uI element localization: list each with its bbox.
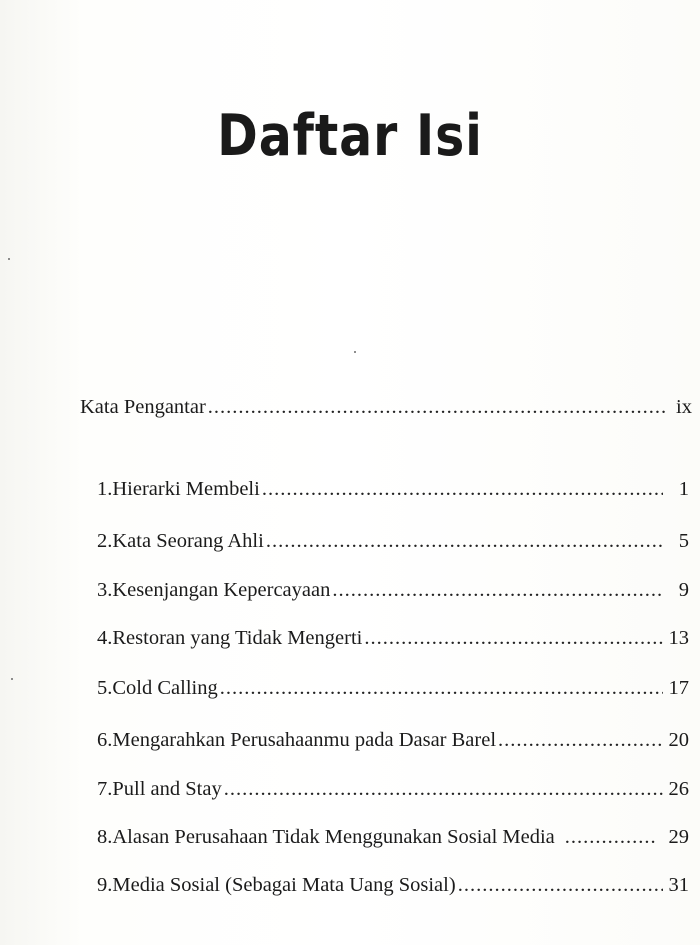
toc-entry-title: Cold Calling [112, 677, 218, 699]
toc-entry-page: 26 [668, 778, 689, 800]
toc-entry-page: 9 [678, 579, 689, 601]
toc-entry-number: 7. [97, 778, 113, 800]
toc-entry-row [97, 826, 689, 849]
toc-leader-dots [498, 729, 663, 752]
toc-entry-row [97, 729, 689, 752]
toc-entry-title: Kesenjangan Kepercayaan [112, 579, 331, 601]
toc-entry-page: 29 [668, 826, 689, 848]
toc-leader-dots [224, 778, 663, 801]
toc-entry-number: 4. [97, 627, 113, 649]
toc-entry-title: Media Sosial (Sebagai Mata Uang Sosial) [112, 874, 456, 896]
toc-entry-row [97, 778, 689, 801]
toc-entry-number: 9. [97, 874, 113, 896]
scan-speck [8, 258, 10, 260]
toc-entry-number: 3. [97, 579, 113, 601]
toc-entry-title: Pull and Stay [112, 778, 222, 800]
toc-entry-row [97, 530, 689, 553]
toc-foreword-row [80, 396, 692, 419]
toc-foreword-label: Kata Pengantar [80, 396, 206, 418]
toc-entry-number: 8. [97, 826, 113, 848]
toc-entry-row [97, 874, 689, 897]
toc-entry-page: 20 [668, 729, 689, 751]
toc-leader-dots [565, 826, 657, 849]
toc-entry-row [97, 627, 689, 650]
toc-leader-dots [266, 530, 663, 553]
toc-entry-title: Mengarahkan Perusahaanmu pada Dasar Barel [112, 729, 497, 751]
toc-leader-dots [262, 478, 663, 501]
toc-entry-page: 17 [668, 677, 689, 699]
toc-entry-title: Alasan Perusahaan Tidak Menggunakan Sosial Media [112, 826, 555, 848]
toc-entry-number: 1. [97, 478, 113, 500]
scan-speck [354, 351, 356, 353]
toc-leader-dots [364, 627, 663, 650]
toc-entry-number: 6. [97, 729, 113, 751]
toc-entry-page: 5 [678, 530, 689, 552]
toc-entry-page: 31 [668, 874, 689, 896]
toc-leader-dots [208, 396, 666, 419]
toc-entry-page: 1 [678, 478, 689, 500]
toc-leader-dots [332, 579, 663, 602]
scan-speck [11, 678, 13, 680]
toc-entry-number: 2. [97, 530, 113, 552]
page-title: Daftar Isi [217, 103, 483, 169]
toc-entry-title: Restoran yang Tidak Mengerti [112, 627, 363, 649]
toc-entry-title: Kata Seorang Ahli [112, 530, 264, 552]
toc-foreword-page: ix [676, 396, 692, 418]
toc-entry-title: Hierarki Membeli [112, 478, 260, 500]
toc-entry-number: 5. [97, 677, 113, 699]
toc-entry-row [97, 579, 689, 602]
toc-entry-row [97, 677, 689, 700]
toc-leader-dots [458, 874, 663, 897]
toc-leader-dots [220, 677, 663, 700]
toc-entry-row [97, 478, 689, 501]
toc-entry-page: 13 [668, 627, 689, 649]
